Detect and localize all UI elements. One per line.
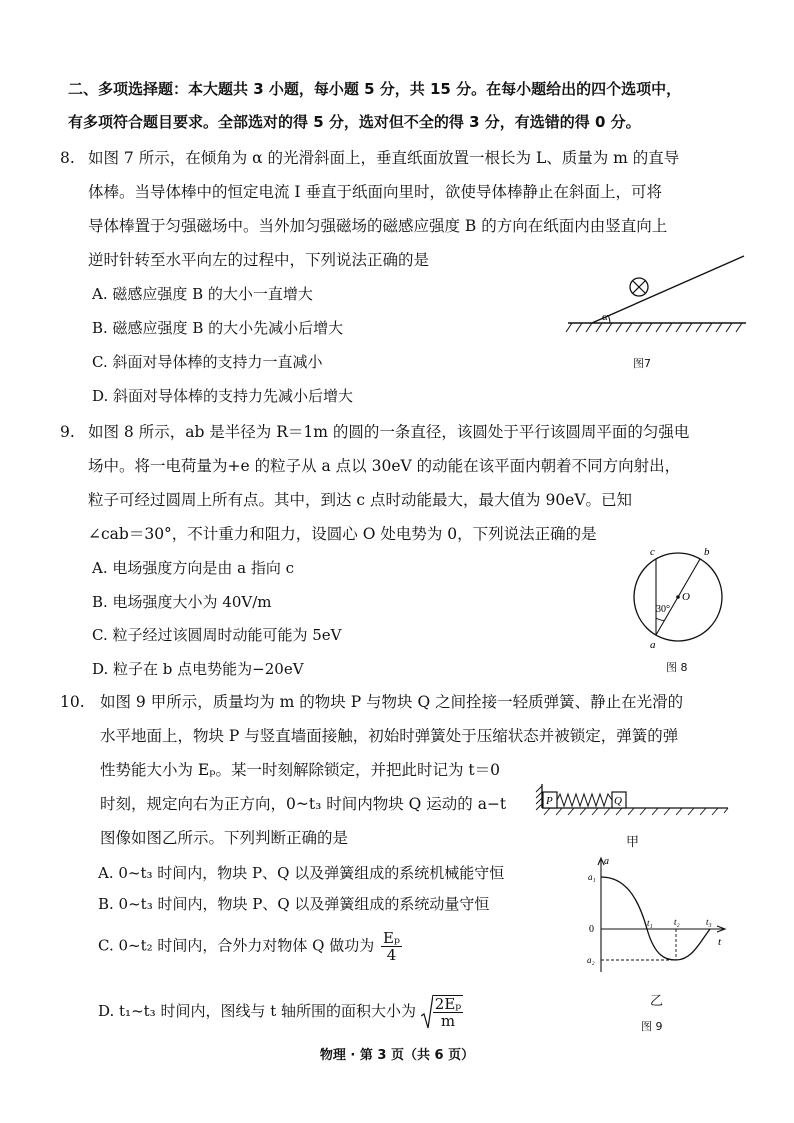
q8-line-4: 逆时针转至水平向左的过程中，下列说法正确的是 — [88, 251, 430, 269]
figure-7-caption: 图7 — [633, 357, 651, 370]
q8-option-c: C. 斜面对导体棒的支持力一直减小 — [92, 353, 323, 371]
q8-option-b: B. 磁感应强度 B 的大小先减小后增大 — [92, 319, 344, 337]
figure-9-caption: 图 9 — [641, 1020, 663, 1033]
figure-9-yi-caption: 乙 — [650, 994, 664, 1009]
figure-8-circle — [628, 540, 728, 655]
t2-label: t₂ — [674, 917, 680, 927]
q10-option-d-sqrt — [421, 994, 464, 1030]
q8-line-2: 体棒。当导体棒中的恒定电流 I 垂直于纸面向里时，欲使导体棒静止在斜面上，可将 — [88, 183, 662, 201]
page-footer: 物理 · 第 3 页（共 6 页） — [319, 1048, 475, 1063]
block-q-label: Q — [614, 795, 622, 807]
sqrt-sign-icon — [421, 994, 433, 1030]
figure-7-incline — [560, 248, 750, 343]
q10-line-4: 时刻，规定向右为正方向，0~t₃ 时间内物块 Q 运动的 a−t — [100, 795, 507, 813]
q10-option-c-fraction — [381, 930, 402, 963]
q8-line-1: 如图 7 所示，在倾角为 α 的光滑斜面上，垂直纸面放置一根长为 L、质量为 m 的直导 — [88, 149, 680, 167]
q10-option-c-text: C. 0~t₂ 时间内，合外力对物体 Q 做功为 — [98, 936, 375, 955]
q9-number: 9. — [60, 423, 75, 441]
point-a-label: a — [650, 639, 656, 651]
q10-option-c — [98, 930, 404, 963]
block-p-label: P — [546, 795, 553, 807]
axis-t-label: t — [718, 936, 722, 948]
q10-line-3: 性势能大小为 Eₚ。某一时刻解除锁定，并把此时记为 t＝0 — [100, 761, 500, 779]
alpha-label: α — [602, 311, 608, 323]
axis-a-label: a — [604, 856, 609, 867]
q10-option-c-numerator: Eₚ — [383, 929, 400, 947]
point-b-label: b — [704, 546, 710, 558]
q9-line-1: 如图 8 所示，ab 是半径为 R＝1m 的圆的一条直径，该圆处于平行该圆周平面的匀强电 — [88, 423, 690, 441]
q10-number: 10. — [60, 693, 85, 711]
q10-line-5: 图像如图乙所示。下列判断正确的是 — [100, 829, 349, 847]
section-header-line-2: 有多项符合题目要求。全部选对的得 5 分，选对但不全的得 3 分，有选错的得 0 分。 — [68, 113, 641, 131]
section-header-line-1: 二、多项选择题：本大题共 3 小题，每小题 5 分，共 15 分。在每小题给出的四个选项中， — [68, 80, 682, 98]
figure-9-spring-setup — [520, 782, 730, 820]
q9-line-3: 粒子可经过圆周上所有点。其中，到达 c 点时动能最大，最大值为 90eV。已知 — [88, 491, 633, 509]
q8-number: 8. — [60, 149, 75, 167]
q10-option-c-denominator: 4 — [386, 946, 397, 964]
origin-label: 0 — [589, 924, 594, 935]
q8-option-a: A. 磁感应强度 B 的大小一直增大 — [92, 285, 313, 303]
q9-line-2: 场中。将一电荷量为+e 的粒子从 a 点以 30eV 的动能在该平面内朝着不同方向射出， — [88, 457, 681, 475]
point-c-label: c — [650, 546, 655, 558]
q10-option-d-fraction — [433, 995, 464, 1029]
q9-option-d: D. 粒子在 b 点电势能为−20eV — [92, 660, 304, 678]
figure-9-at-graph — [580, 852, 730, 974]
q9-option-a: A. 电场强度方向是由 a 指向 c — [92, 559, 295, 577]
q9-line-4: ∠cab＝30°，不计重力和阻力，设圆心 O 处电势为 0，下列说法正确的是 — [88, 525, 597, 543]
a1-label: a₁ — [588, 872, 596, 882]
q10-option-d-numerator: 2Eₚ — [434, 995, 462, 1013]
q10-option-d-denominator: m — [440, 1012, 456, 1030]
q10-line-2: 水平地面上，物块 P 与竖直墙面接触，初始时弹簧处于压缩状态并被锁定，弹簧的弹 — [100, 727, 679, 745]
angle-30-label: 30° — [656, 604, 670, 615]
point-o-label: O — [682, 591, 690, 603]
q9-option-c: C. 粒子经过该圆周时动能可能为 5eV — [92, 626, 342, 644]
q10-option-a: A. 0~t₃ 时间内，物块 P、Q 以及弹簧组成的系统机械能守恒 — [98, 864, 505, 882]
q10-option-d — [98, 994, 463, 1030]
q8-line-3: 导体棒置于匀强磁场中。当外加匀强磁场的磁感应强度 B 的方向在纸面内由竖直向上 — [88, 217, 668, 235]
q10-option-b: B. 0~t₃ 时间内，物块 P、Q 以及弹簧组成的系统动量守恒 — [98, 895, 490, 913]
a2-label: a₂ — [587, 955, 595, 965]
q8-option-d: D. 斜面对导体棒的支持力先减小后增大 — [92, 387, 354, 405]
q9-option-b: B. 电场强度大小为 40V/m — [92, 593, 272, 611]
figure-9-jia-caption: 甲 — [626, 835, 640, 850]
q10-option-d-text: D. t₁~t₃ 时间内，图线与 t 轴所围的面积大小为 — [98, 1002, 417, 1020]
t1-label: t₁ — [647, 918, 653, 928]
figure-8-caption: 图 8 — [666, 661, 688, 674]
q10-line-1: 如图 9 甲所示，质量均为 m 的物块 P 与物块 Q 之间拴接一轻质弹簧、静止在光滑的 — [100, 693, 684, 711]
t3-label: t₃ — [706, 917, 712, 927]
